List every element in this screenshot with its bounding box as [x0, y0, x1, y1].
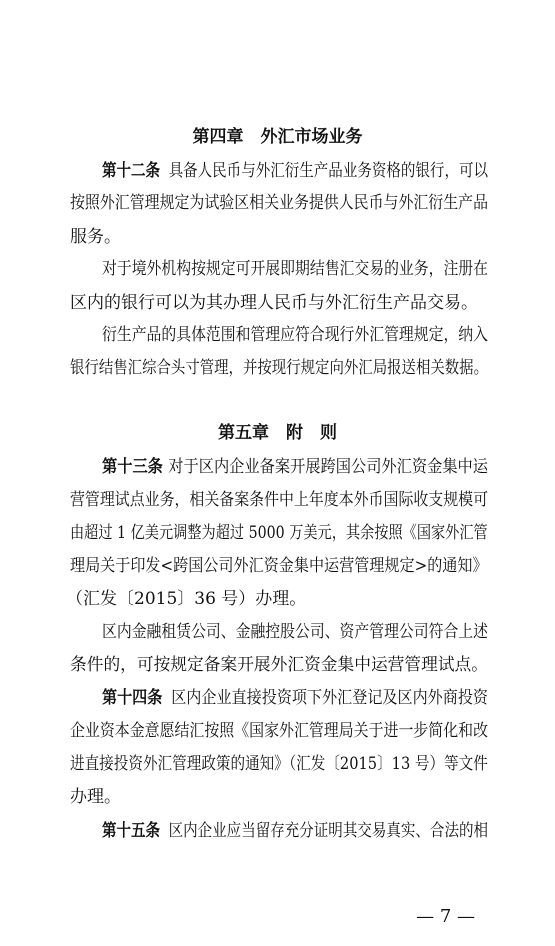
article-12-line-1 [102, 160, 488, 182]
article-14-line-4: 办理。 [70, 787, 121, 807]
article-12-line-3: 服务。 [70, 227, 121, 247]
article-13-line-2: 营管理试点业务，相关备案条件中上年度本外币国际收支规模可 [70, 490, 489, 510]
chapter-4-title: 第四章 外汇市场业务 [192, 127, 363, 147]
article-13-label: 第十三条 [102, 457, 163, 477]
article-12-label: 第十二条 [102, 161, 161, 181]
article-14-text: 区内企业直接投资项下外汇登记及区内外商投资 [171, 688, 489, 708]
article-13-line-3: 由超过 1 亿美元调整为超过 5000 万美元，其余按照《国家外汇管 [70, 523, 488, 543]
article-13-line-1 [102, 456, 488, 478]
article-15-label: 第十五条 [102, 821, 161, 841]
article-14-line-2: 企业资本金意愿结汇按照《国家外汇管理局关于进一步简化和改 [70, 721, 489, 741]
paragraph-line: 区内金融租赁公司、金融控股公司、资产管理公司符合上述 [102, 622, 488, 642]
paragraph-line: 区内的银行可以为其办理人民币与外汇衍生产品交易。 [70, 293, 478, 313]
article-14-line-1 [102, 687, 488, 709]
article-12-line-2: 按照外汇管理规定为试验区相关业务提供人民币与外汇衍生产品 [70, 193, 489, 213]
paragraph-line: 银行结售汇综合头寸管理，并按现行规定向外汇局报送相关数据。 [70, 358, 489, 378]
chapter-5-title: 第五章 附 则 [218, 423, 337, 443]
article-14-line-3: 进直接投资外汇管理政策的通知》（汇发〔2015〕13 号）等文件 [70, 754, 488, 774]
paragraph-line: 条件的，可按规定备案开展外汇资金集中运营管理试点。 [70, 655, 488, 675]
article-13-text: 对于区内企业备案开展跨国公司外汇资金集中运 [168, 457, 489, 477]
paragraph-line: 对于境外机构按规定可开展即期结售汇交易的业务，注册在 [102, 259, 488, 279]
article-14-label: 第十四条 [102, 688, 163, 708]
article-12-text: 具备人民币与外汇衍生产品业务资格的银行，可以 [168, 161, 489, 181]
article-15-line-1 [102, 820, 488, 842]
page-number: — 7 — [416, 906, 475, 927]
paragraph-line: 衍生产品的具体范围和管理应符合现行外汇管理规定，纳入 [102, 325, 488, 345]
article-13-line-4: 理局关于印发<跨国公司外汇资金集中运营管理规定>的通知》 [70, 556, 488, 576]
article-13-line-5: （汇发〔2015〕36 号）办理。 [66, 589, 307, 609]
article-15-text: 区内企业应当留存充分证明其交易真实、合法的相 [168, 821, 489, 841]
